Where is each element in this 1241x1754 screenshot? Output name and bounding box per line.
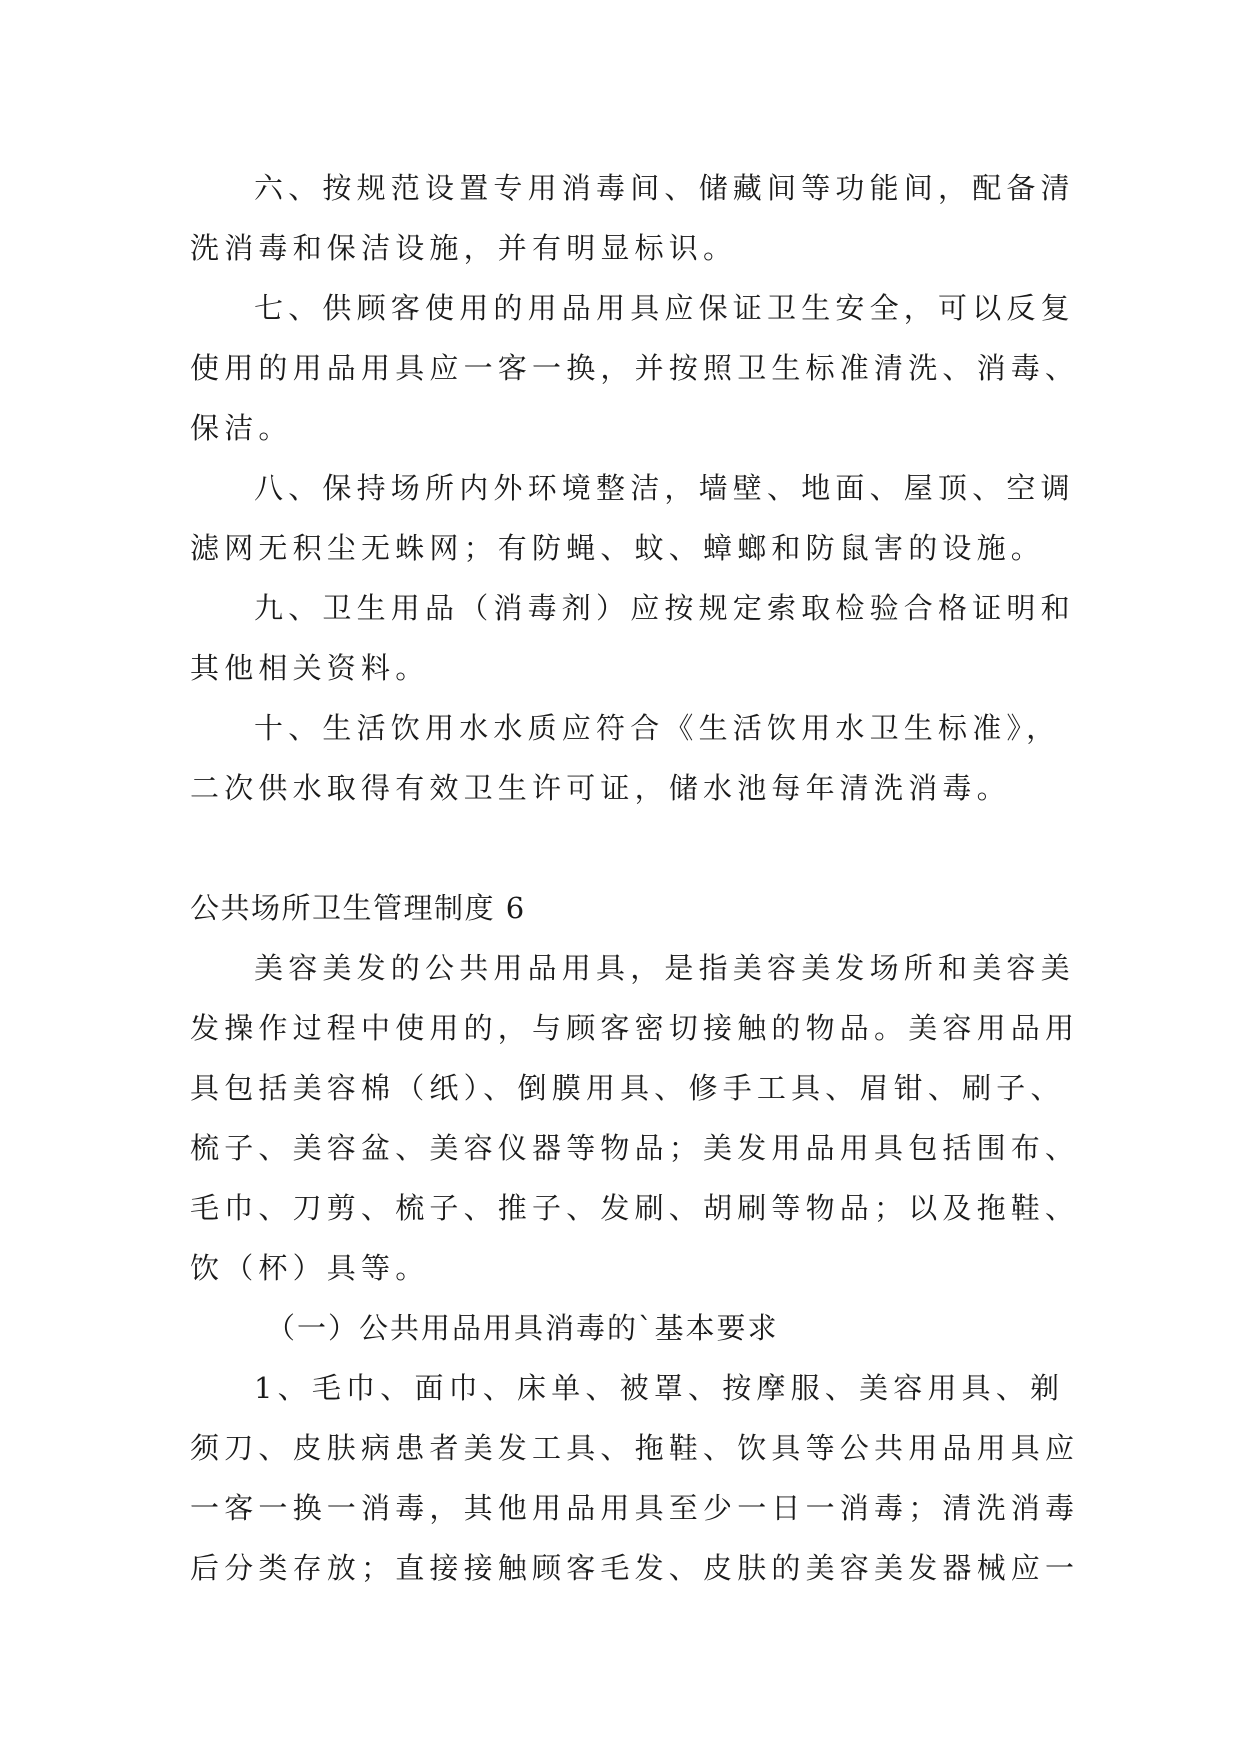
subsection-heading: （一）公共用品用具消毒的`基本要求 xyxy=(266,1311,779,1345)
text-line: 1、毛巾、面巾、床单、被罩、按摩服、美容用具、剃 xyxy=(254,1371,1065,1405)
text-line: 其他相关资料。 xyxy=(190,651,430,685)
text-line: 九、卫生用品（消毒剂）应按规定索取检验合格证明和 xyxy=(254,591,1075,625)
text-line: 洗消毒和保洁设施，并有明显标识。 xyxy=(190,231,738,265)
text-line: 一客一换一消毒，其他用品用具至少一日一消毒；清洗消毒 xyxy=(190,1491,1080,1525)
text-line: 使用的用品用具应一客一换，并按照卫生标准清洗、消毒、 xyxy=(190,351,1080,385)
text-line: 梳子、美容盆、美容仪器等物品；美发用品用具包括围布、 xyxy=(190,1131,1080,1165)
intro-paragraph xyxy=(190,938,1080,1298)
text-line: 七、供顾客使用的用品用具应保证卫生安全，可以反复 xyxy=(254,291,1075,325)
paragraph-item-seven xyxy=(190,278,1080,458)
text-line: 后分类存放；直接接触顾客毛发、皮肤的美容美发器械应一 xyxy=(190,1551,1080,1585)
paragraph-item-1 xyxy=(190,1358,1080,1598)
paragraph-item-ten xyxy=(190,698,1061,818)
text-line: 具包括美容棉（纸）、倒膜用具、修手工具、眉钳、刷子、 xyxy=(190,1071,1065,1105)
section-heading: 公共场所卫生管理制度 6 xyxy=(190,891,526,925)
paragraph-item-six xyxy=(190,158,1075,278)
text-line: 六、按规范设置专用消毒间、储藏间等功能间，配备清 xyxy=(254,171,1075,205)
text-line: 八、保持场所内外环境整洁，墙壁、地面、屋顶、空调 xyxy=(254,471,1075,505)
text-line: 须刀、皮肤病患者美发工具、拖鞋、饮具等公共用品用具应 xyxy=(190,1431,1080,1465)
text-line: 滤网无积尘无蛛网；有防蝇、蚊、蟑螂和防鼠害的设施。 xyxy=(190,531,1046,565)
text-line: 毛巾、刀剪、梳子、推子、发刷、胡刷等物品；以及拖鞋、 xyxy=(190,1191,1080,1225)
blank-line xyxy=(190,818,1050,878)
paragraph-item-nine xyxy=(190,578,1075,698)
text-line: 饮（杯）具等。 xyxy=(190,1251,430,1285)
paragraph-item-eight xyxy=(190,458,1075,578)
document-page xyxy=(190,158,1080,1598)
text-line: 保洁。 xyxy=(190,411,293,445)
text-line: 二次供水取得有效卫生许可证，储水池每年清洗消毒。 xyxy=(190,771,1011,805)
text-line: 发操作过程中使用的，与顾客密切接触的物品。美容用品用 xyxy=(190,1011,1080,1045)
text-line: 美容美发的公共用品用具，是指美容美发场所和美容美 xyxy=(254,951,1075,985)
text-line: 十、生活饮用水水质应符合《生活饮用水卫生标准》， xyxy=(254,711,1061,745)
